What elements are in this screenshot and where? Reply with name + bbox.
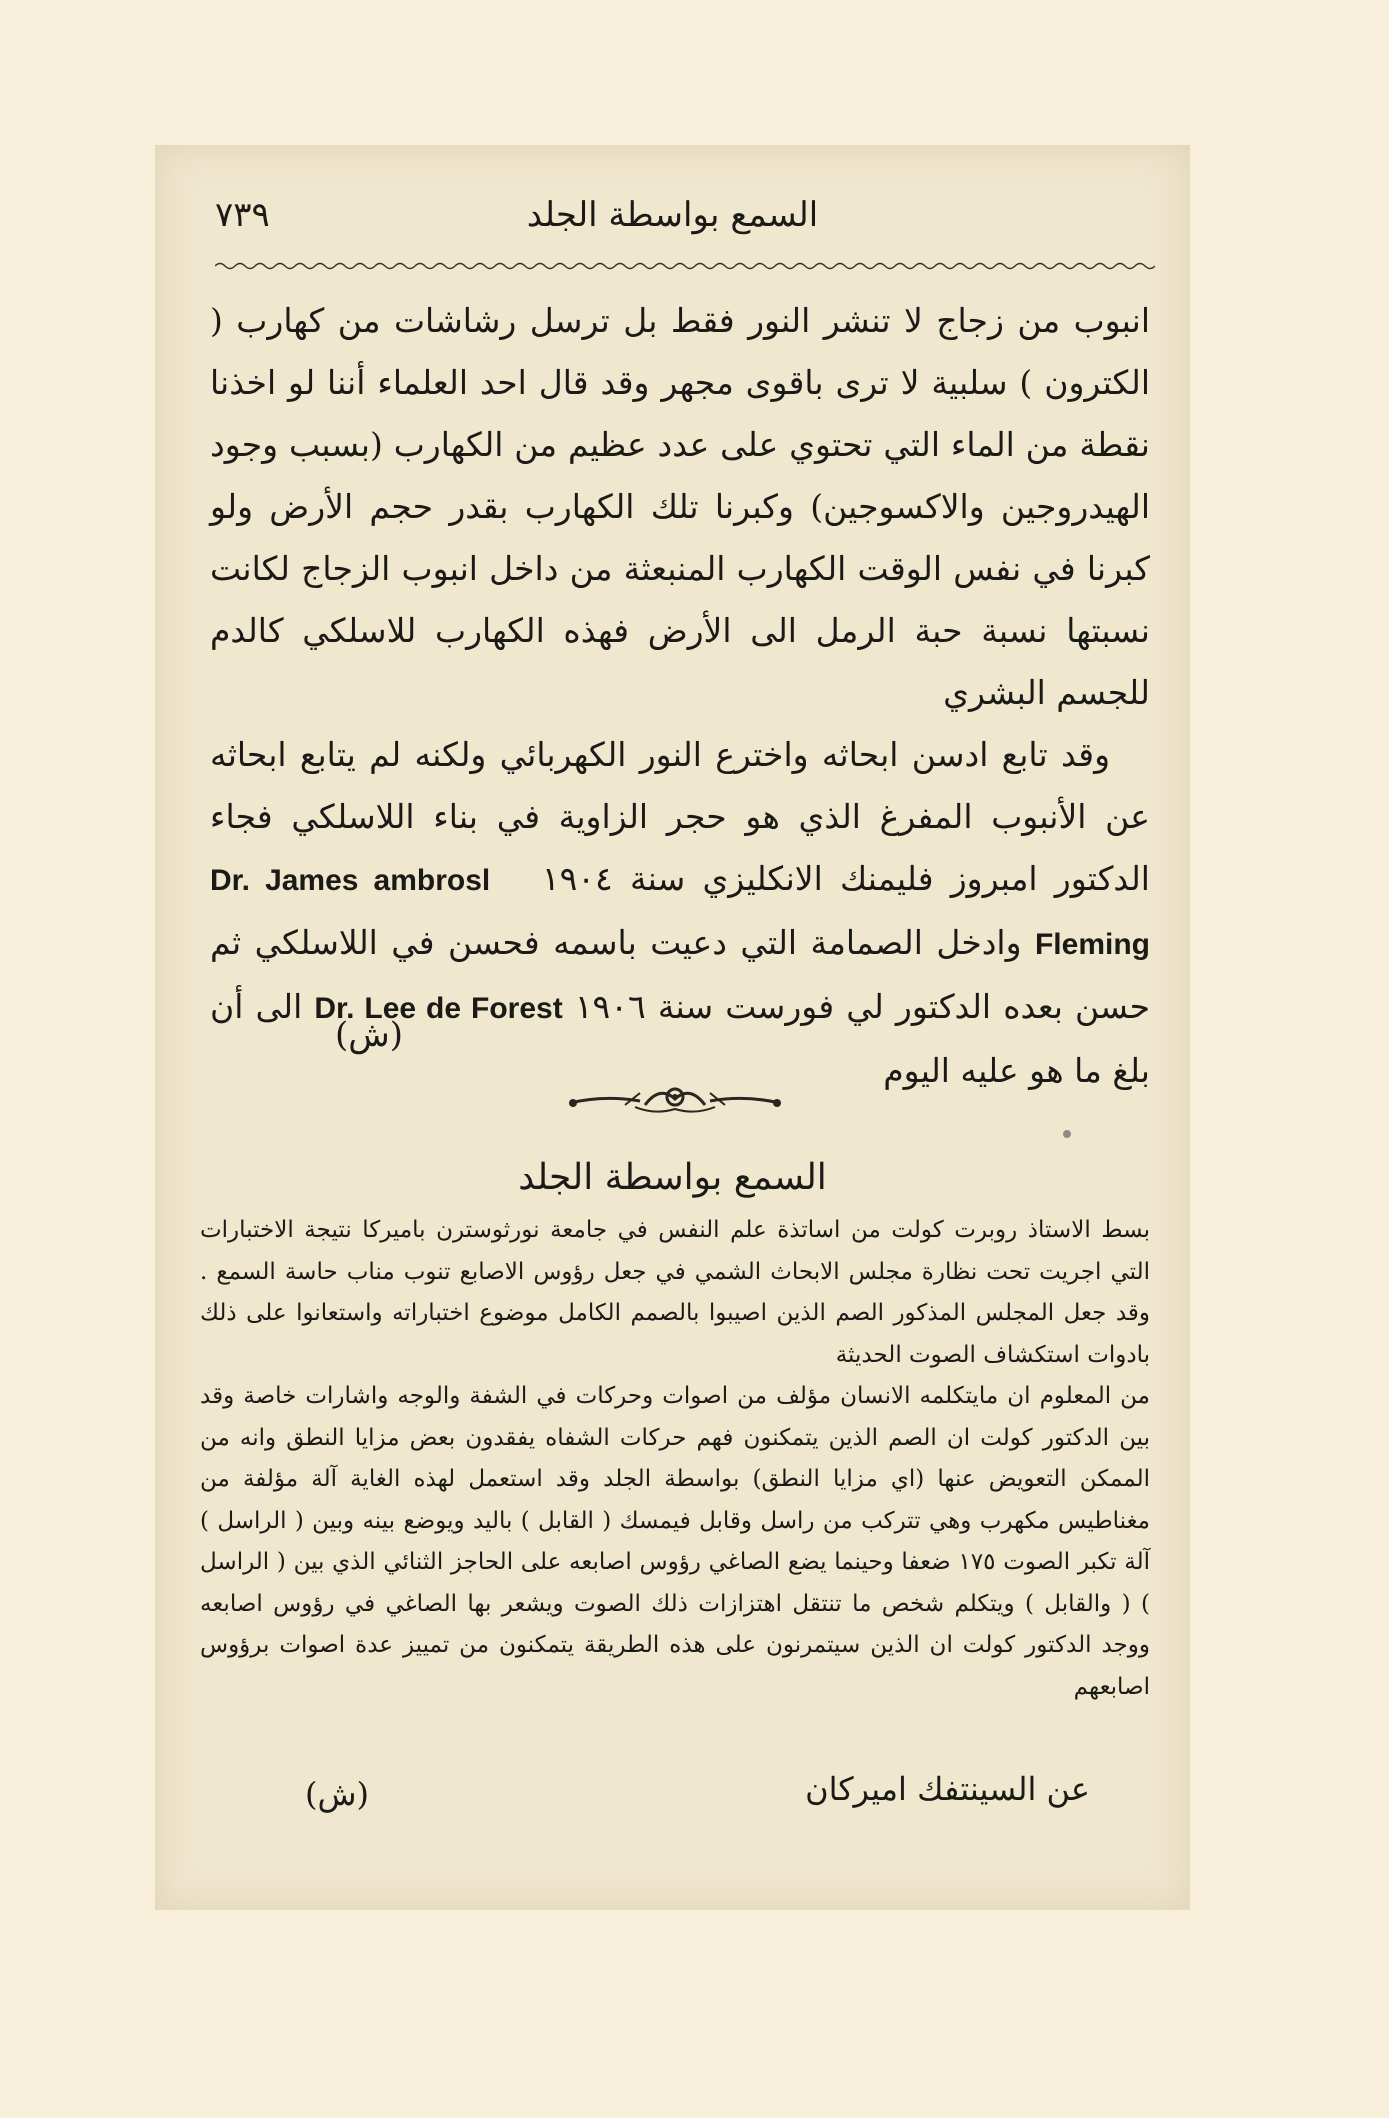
section-divider-ornament	[565, 1075, 785, 1125]
paragraph-text: الى أن بلغ ما هو عليه اليوم	[210, 987, 1150, 1090]
year-text: سنة ١٩٠٤	[541, 859, 686, 898]
section2-paragraph: من المعلوم ان مايتكلمه الانسان مؤلف من اصوات وحركات في الشفة والوجه واشارات خاصة وقد بين الدكتور كولت ان الصم الذين يتمكنون فهم حركات الشفاه يفقدون بعض مزايا النطق وانه من الممكن التعويض عنها (اي مزايا النطق) بواسطة الجلد وقد استعمل لهذه الغاية آلة مؤلفة من مغناطيس مكهرب وهي تتركب من راسل وقابل فيمسك ( القابل ) باليد ويوضع بينه وبين ( الراسل ) آلة تكبر الصوت ١٧٥ ضعفا وحينما يضع الصاغي رؤوس اصابعه على الحاجز الثنائي الذي بين ( الراسل ) ( والقابل ) ويتكلم شخص ما تنتقل اهتزازات ذلك الصوت ويشعر بها الصاغي في رؤوس اصابعه ووجد الدكتور كولت ان الذين سيتمرنون على هذه الطريقة يتمكنون من تمييز عدة اصوات برؤوس اصابعهم	[200, 1383, 1151, 1700]
page-header	[215, 190, 1130, 240]
header-wavy-rule	[215, 260, 1155, 272]
section1-paragraph: انبوب من زجاج لا تنشر النور فقط بل ترسل رشاشات من كهارب ( الكترون ) سلبية لا ترى باقوى مجهر وقد قال احد العلماء أننا لو اخذنا نقطة من الماء التي تحتوي على عدد عظيم من الكهارب (بسبب وجود الهيدروجين والاكسوجين) وكبرنا تلك الكهارب بقدر حجم الأرض ولو كبرنا في نفس الوقت الكهارب المنبعثة من داخل انبوب الزجاج لكانت نسبتها نسبة حبة الرمل الى الأرض فهذه الكهارب للاسلكي كالدم للجسم البشري	[210, 301, 1150, 712]
signature: (ش)	[305, 1775, 370, 1813]
book-page	[155, 145, 1190, 1910]
article-title: السمع بواسطة الجلد	[518, 1157, 827, 1198]
signature: (ش)	[335, 1015, 404, 1055]
paragraph-text: وادخل الصمامة التي دعيت باسمه فحسن في اللاسلكي ثم حسن بعده الدكتور لي فورست سنة ١٩٠٦	[210, 923, 1150, 1026]
latin-name: Dr. James ambrosl Fleming	[210, 864, 1150, 961]
section2-paragraph: بسط الاستاذ روبرت كولت من اساتذة علم النفس في جامعة نورثوسترن باميركا نتيجة الاختبارات التي اجريت تحت نظارة مجلس الابحاث الشمي في جعل رؤوس الاصابع تنوب مناب حاسة السمع . وقد جعل المجلس المذكور الصم الذين اصيبوا بالصمم الكامل موضوع اختباراته واستعانوا على ذلك بادوات استكشاف الصوت الحديثة	[200, 1217, 1150, 1368]
section2-body	[200, 1210, 1150, 1708]
paragraph-text: وقد تابع ادسن ابحاثه واخترع النور الكهربائي ولكنه لم يتابع ابحاثه عن الأنبوب المفرغ الذي هو حجر الزاوية في بناء اللاسلكي فجاء الدكتور امبروز فليمنك الانكليزي	[210, 735, 1150, 898]
running-title: السمع بواسطة الجلد	[526, 195, 819, 235]
ink-dot	[1063, 1130, 1071, 1138]
section1-body	[210, 290, 1150, 1102]
page-number: ٧٣٩	[215, 195, 270, 235]
source-attribution: عن السينتفك اميركان	[805, 1770, 1090, 1808]
latin-name: Dr. Lee de Forest	[314, 992, 563, 1025]
